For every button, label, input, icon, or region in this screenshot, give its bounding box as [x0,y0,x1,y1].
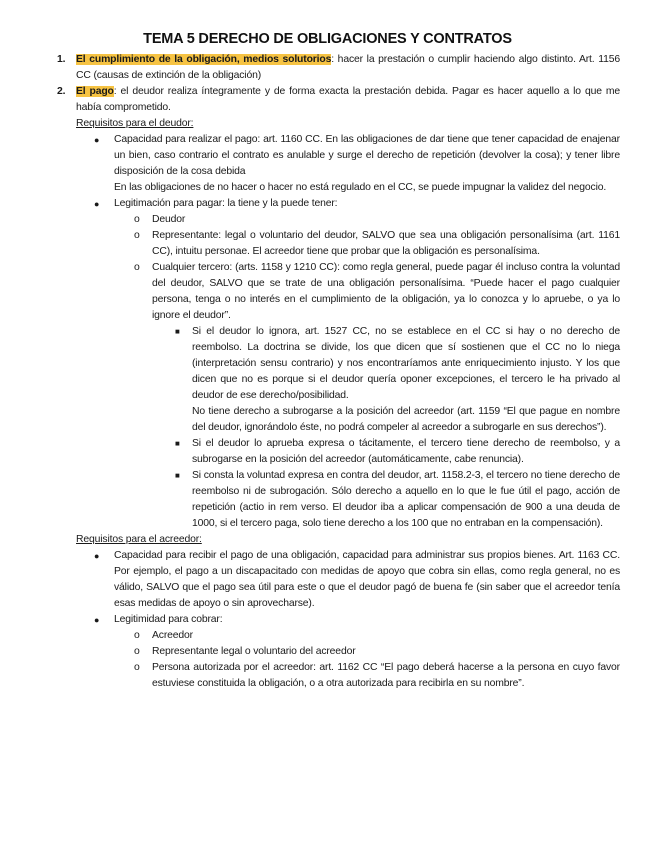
document-title: TEMA 5 DERECHO DE OBLIGACIONES Y CONTRATOS [143,31,512,47]
section-heading-deudor: Requisitos para el deudor: [76,118,194,129]
sub-item-persona-autorizada: o Persona autorizada por el acreedor: art. 1162 CC “El pago deberá hacerse a la persona en cuyo favor estuviese constituida la obligación, o a otra autorizada para recibirla en su nombre”. [134,662,620,689]
square-bullet-icon: ■ [175,439,180,448]
bullet-capacidad-acreedor: ● Capacidad para recibir el pago de una obligación, capacidad para administrar sus propios bienes. Art. 1163 CC. Por ejemplo, el pago a un discapacitado con medidas de apoyo que cobra sin ellas, como regla general, no es válido, SALVO que el pago sea útil para este o que el deudor pagó de buena fe (sin saber que el acreedor tenía esas medidas de apoyo o sin aprovecharse). [94,550,620,609]
circle-bullet-icon: o [134,662,140,673]
item-text: : el deudor realiza íntegramente y de forma exacta la prestación debida. Pagar es hacer aquello a lo que me había comprometido. [76,86,620,113]
circle-bullet-icon: o [134,214,140,225]
bullet-icon: ● [94,615,100,625]
item-text: : hacer la prestación o cumplir haciendo algo distinto. Art. 1156 CC (causas de extinción de la obligación) [76,54,620,81]
section-heading-acreedor: Requisitos para el acreedor: [76,534,202,545]
square-bullet-icon: ■ [175,471,180,480]
sub-item-representante-acreedor: o Representante legal o voluntario del acreedor [0,644,655,660]
highlighted-term: El cumplimiento de la obligación, medios solutorios [76,54,332,65]
list-item-cumplimiento [0,52,655,84]
list-number: 1. [57,54,66,65]
tercero-case-contra: ■ Si consta la voluntad expresa en contra del deudor, art. 1158.2-3, el tercero no tiene derecho de reembolso ni de subrogación. Sólo derecho a aquello en lo que le fue útil el pago, acción de repetición (actio in rem verso. El deudor iba a aplicar compensación de 900 a una deuda de 1000, si el tercero paga, solo tiene derecho a los 100 que no entraban en la compensación). [175,470,620,529]
square-bullet-icon: ■ [175,327,180,336]
document-body [0,52,655,692]
list-item-pago [0,84,655,116]
tercero-case-ignora: ■ Si el deudor lo ignora, art. 1527 CC, no se establece en el CC si hay o no derecho de reembolso. La doctrina se divide, los que dicen que sí sostienen que el CC no lo niega (interpretación sensu contrario) y nos encontraríamos ante enriquecimiento injusto. Y los que dicen que no es porque si el deudor quería oponer excepciones, el tercero le ha privado al deudor de ese derecho/posibilidad. [175,326,620,401]
circle-bullet-icon: o [134,230,140,241]
circle-bullet-icon: o [134,630,140,641]
highlighted-term: El pago [76,86,114,97]
bullet-legitimidad: ● Legitimidad para cobrar: [0,612,655,628]
paragraph-continuation: No tiene derecho a subrogarse a la posición del acreedor (art. 1159 “El que pague en nombre del deudor, ignorándolo éste, no podrá compeler al acreedor a subrogarle en sus derechos”). [192,406,620,433]
paragraph-continuation: En las obligaciones de no hacer o hacer no está regulado en el CC, se puede impugnar la validez del negocio. [114,182,607,193]
list-number: 2. [57,86,66,97]
bullet-icon: ● [94,135,100,145]
bullet-legitimacion: ● Legitimación para pagar: la tiene y la puede tener: [0,196,655,212]
bullet-icon: ● [94,199,100,209]
tercero-case-aprueba: ■ Si el deudor lo aprueba expresa o tácitamente, el tercero tiene derecho de reembolso, y a subrogarse en la posición del acreedor (automáticamente, cabe renuncia). [175,438,620,465]
bullet-icon: ● [94,551,100,561]
circle-bullet-icon: o [134,262,140,273]
sub-item-tercero: o Cualquier tercero: (arts. 1158 y 1210 CC): como regla general, puede pagar él incluso contra la voluntad del deudor, SALVO que se trate de una obligación personalísima. “Puede hacer el pago cualquier persona, tenga o no interés en el cumplimiento de la obligación, ya lo conozca y lo apruebe, o ya lo ignore el deudor”. [134,262,620,321]
sub-item-deudor: o Deudor [0,212,655,228]
sub-item-acreedor: o Acreedor [0,628,655,644]
sub-item-representante: o Representante: legal o voluntario del deudor, SALVO que sea una obligación personalísima (art. 1161 CC), intuitu personae. El acreedor tiene que probar que la obligación es personalísima. [134,230,620,257]
bullet-capacidad-deudor: ● Capacidad para realizar el pago: art. 1160 CC. En las obligaciones de dar tiene que tener capacidad de enajenar un bien, caso contrario el contrato es anulable y surge el derecho de repetición (devolver la cosa); y tener libre disposición de la cosa debida [94,134,620,177]
circle-bullet-icon: o [134,646,140,657]
